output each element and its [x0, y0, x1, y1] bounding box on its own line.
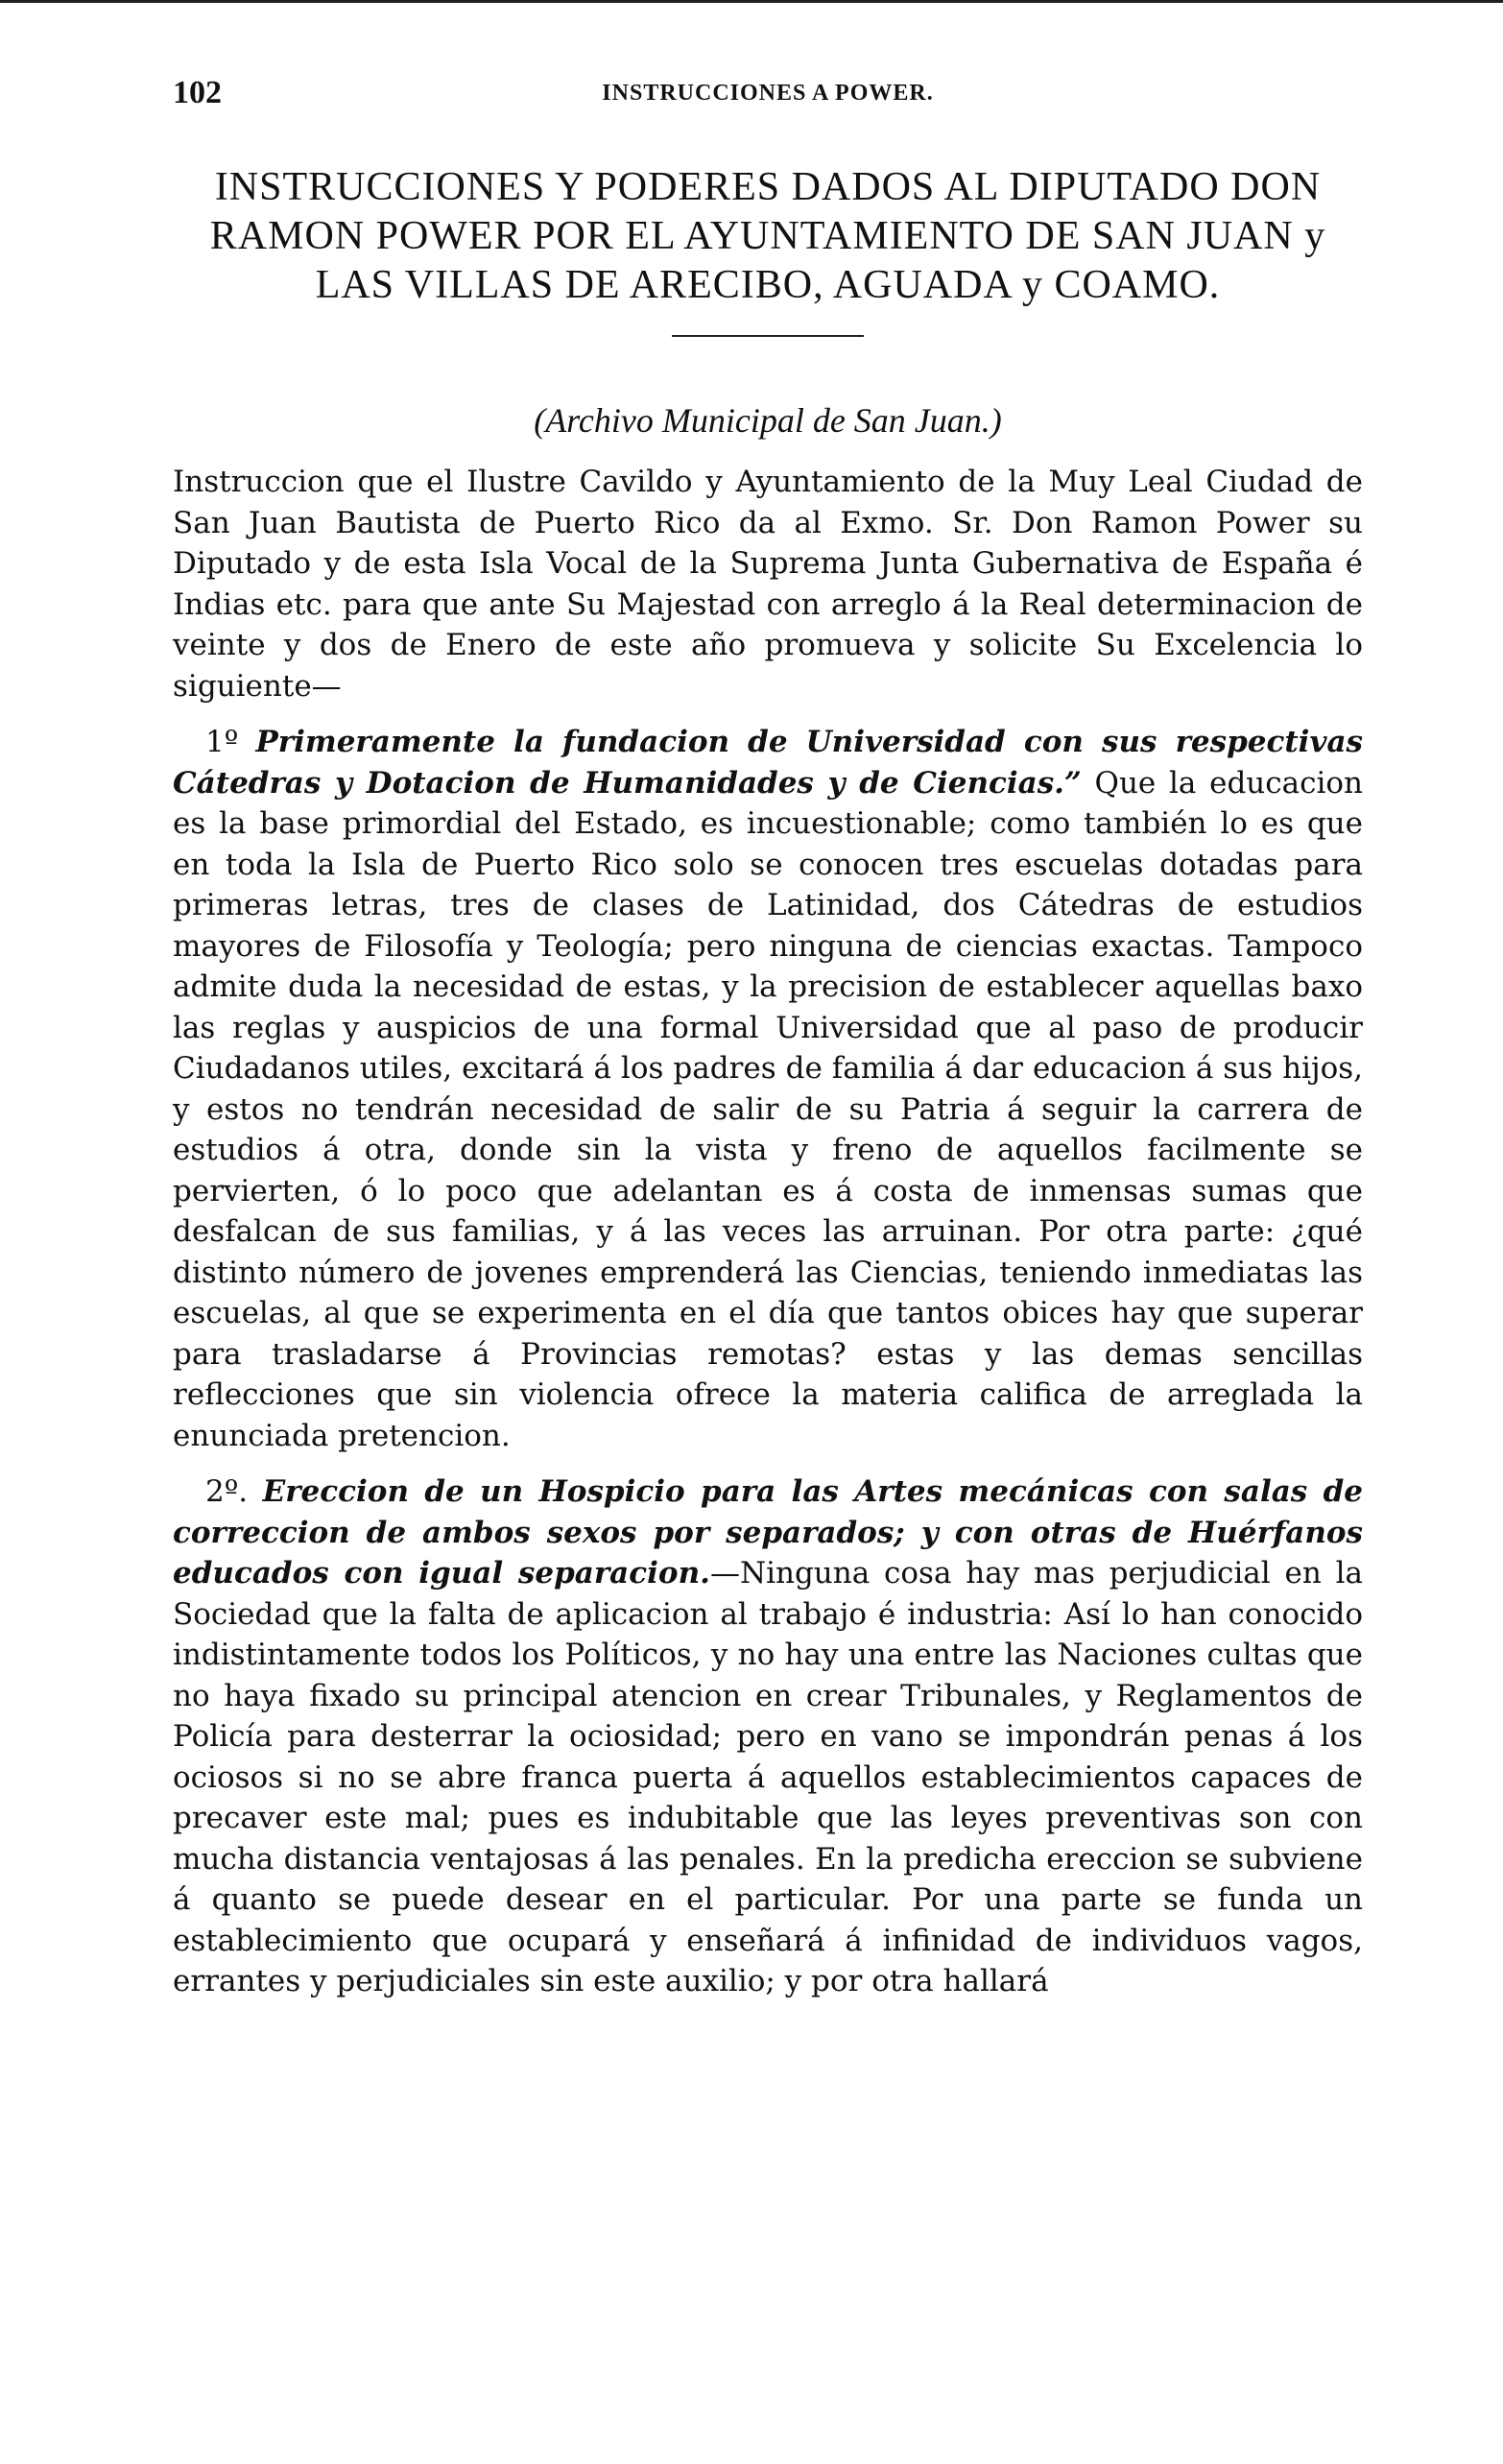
- item-1-heading: Primeramente la fundacion de Universidad con sus respectivas Cátedras y Dotacion de Humanidades y de Ciencias.”: [173, 725, 1363, 801]
- instruction-item-1: [173, 722, 1363, 1456]
- item-2-text: —Ninguna cosa hay mas perjudicial en la Sociedad que la falta de aplicacion al trabajo é industria: Así lo han conocido indistintamente todos los Políticos, y no hay una entre las Naciones cultas que no haya fixado su principal atencion en crear Tribunales, y Reglamentos de Policía para desterrar la ociosidad; pero en vano se impondrán penas á los ociosos si no se abre franca puerta á aquellos establecimientos capaces de precaver este mal; pues es indubitable que las leyes preventivas son con mucha distancia ventajosas á las penales. En la predicha ereccion se subviene á quanto se puede desear en el particular. Por una parte se funda un establecimiento que ocupará y enseñará á infinidad de individuos vagos, errantes y perjudiciales sin este auxilio; y por otra hallará: [173, 1556, 1363, 1998]
- instruction-item-2: [173, 1471, 1363, 2002]
- document-title: INSTRUCCIONES Y PODERES DADOS AL DIPUTADO DON RAMON POWER POR EL AYUNTAMIENTO DE SAN JUAN y LAS VILLAS DE ARECIBO, AGUADA y COAMO.: [209, 165, 1326, 307]
- intro-paragraph: Instruccion que el Ilustre Cavildo y Ayuntamiento de la Muy Leal Ciudad de San Juan Bautista de Puerto Rico da al Exmo. Sr. Don Ramon Power su Diputado y de esta Isla Vocal de la Suprema Junta Gubernativa de España é Indias etc. para que ante Su Majestad con arreglo á la Real determinacion de veinte y dos de Enero de este año promueva y solicite Su Excelencia lo siguiente—: [173, 465, 1363, 704]
- item-1-text: Que la educacion es la base primordial del Estado, es incuestionable; como también lo es que en toda la Isla de Puerto Rico solo se conocen tres escuelas dotadas para primeras letras, tres de clases de Latinidad, dos Cátedras de estudios mayores de Filosofía y Teología; pero ninguna de ciencias exactas. Tampoco admite duda la necesidad de estas, y la precision de establecer aquellas baxo las reglas y auspicios de una formal Universidad que al paso de producir Ciudadanos utiles, excitará á los padres de familia á dar educacion á sus hijos, y estos no tendrán necesidad de salir de su Patria á seguir la carrera de estudios á otra, donde sin la vista y freno de aquellos facilmente se pervierten, ó lo poco que adelantan es á costa de inmensas sumas que desfalcan de sus familias, y á las veces las arruinan. Por otra parte: ¿qué distinto número de jovenes emprenderá las Ciencias, teniendo inmediatas las escuelas, al que se experimenta en el día que tantos obices hay que superar para trasladarse á Provincias remotas? estas y las demas sencillas reflecciones que sin violencia ofrece la materia califica de arreglada la enunciada pretencion.: [173, 765, 1363, 1453]
- running-header: [173, 67, 1363, 125]
- item-1-number: 1º: [205, 725, 239, 759]
- book-page: [173, 67, 1363, 2002]
- source-citation: (Archivo Municipal de San Juan.): [534, 401, 1002, 440]
- item-2-heading: Ereccion de un Hospicio para las Artes mecánicas con salas de correccion de ambos sexos por separados; y con otras de Huérfanos educados con igual separacion.: [173, 1474, 1363, 1591]
- title-divider: [672, 335, 864, 337]
- page-number: 102: [173, 75, 222, 110]
- item-2-number: 2º.: [205, 1474, 249, 1509]
- running-title: INSTRUCCIONES A POWER.: [602, 81, 934, 106]
- top-border-rule: [0, 0, 1503, 3]
